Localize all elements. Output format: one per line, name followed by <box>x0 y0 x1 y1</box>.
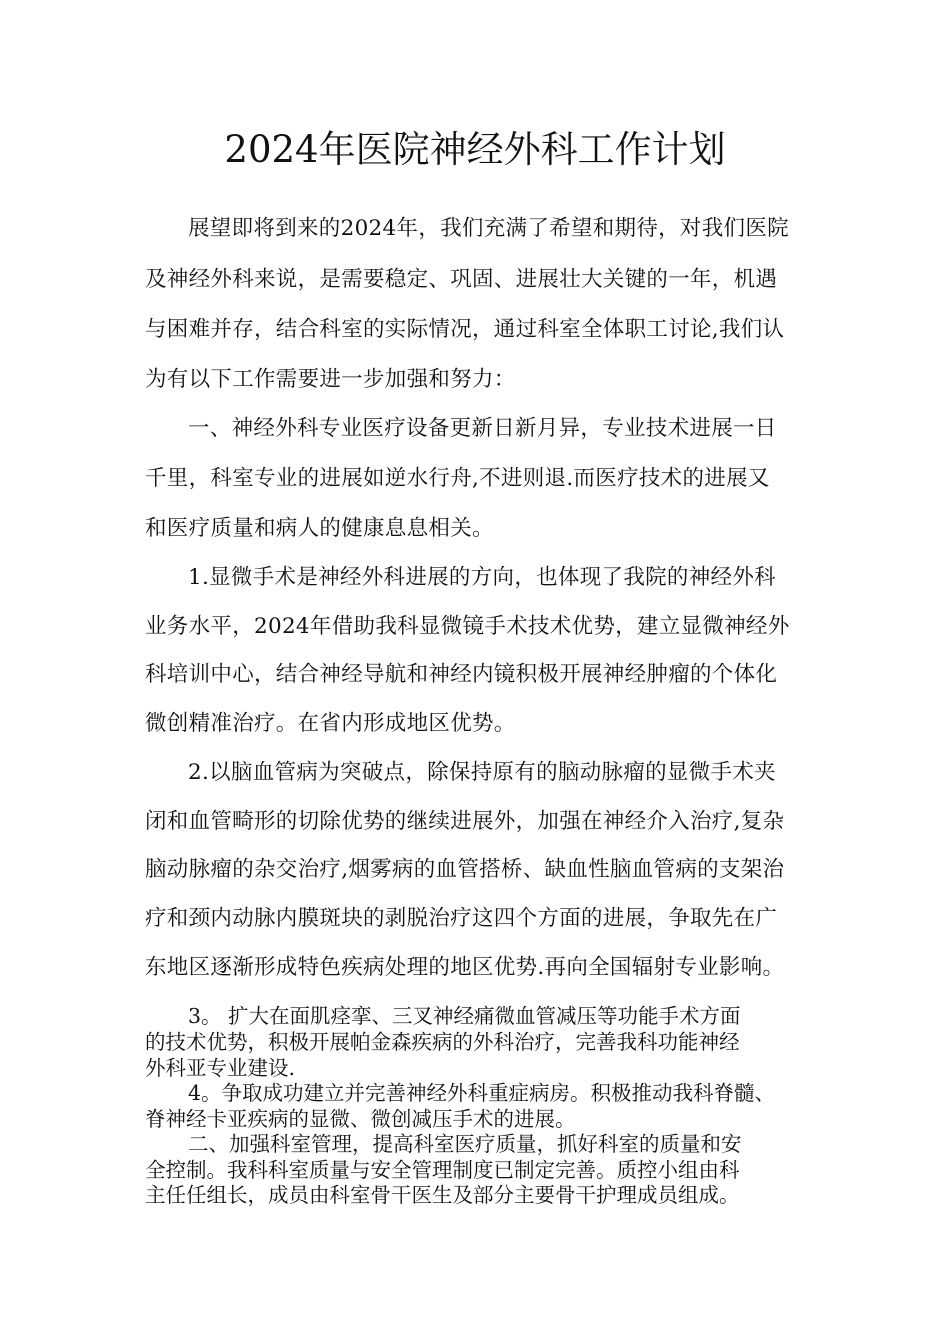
paragraph-line: 脑动脉瘤的杂交治疗,烟雾病的血管搭桥、缺血性脑血管病的支架治 <box>145 857 785 882</box>
paragraph-line: 为有以下工作需要进一步加强和努力： <box>145 367 516 392</box>
paragraph-line: 全控制。我科科室质量与安全管理制度已制定完善。质控小组由科 <box>145 1158 740 1182</box>
paragraph-line: 主任任组长，成员由科室骨干医生及部分主要骨干护理成员组成。 <box>145 1183 740 1207</box>
paragraph-line: 千里，科室专业的进展如逆水行舟,不进则退.而医疗技术的进展又 <box>145 466 770 491</box>
paragraph-line: 外科亚专业建设. <box>145 1056 296 1080</box>
paragraph-line: 及神经外科来说，是需要稳定、巩固、进展壮大关键的一年，机遇 <box>145 267 778 292</box>
paragraph-line: 业务水平，2024年借助我科显微镜手术技术优势，建立显微神经外 <box>145 614 790 639</box>
paragraph-line: 东地区逐渐形成特色疾病处理的地区优势.再向全国辐射专业影响。 <box>145 955 785 980</box>
paragraph-line: 4。争取成功建立并完善神经外科重症病房。积极推动我科脊髓、 <box>188 1081 776 1105</box>
paragraph-line: 1.显微手术是神经外科进展的方向，也体现了我院的神经外科 <box>188 565 776 590</box>
paragraph-line: 微创精准治疗。在省内形成地区优势。 <box>145 711 516 736</box>
paragraph-line: 二、加强科室管理，提高科室医疗质量，抓好科室的质量和安 <box>188 1132 742 1156</box>
paragraph-line: 疗和颈内动脉内膜斑块的剥脱治疗这四个方面的进展，争取先在广 <box>145 906 778 931</box>
paragraph-line: 的技术优势，积极开展帕金森疾病的外科治疗，完善我科功能神经 <box>145 1030 740 1054</box>
paragraph-line: 脊神经卡亚疾病的显微、微创减压手术的进展。 <box>145 1107 576 1131</box>
paragraph-line: 2.以脑血管病为突破点，除保持原有的脑动脉瘤的显微手术夹 <box>188 760 776 785</box>
document-title: 2024年医院神经外科工作计划 <box>224 128 726 171</box>
paragraph-line: 闭和血管畸形的切除优势的继续进展外，加强在神经介入治疗,复杂 <box>145 809 785 834</box>
paragraph-line: 3。 扩大在面肌痉挛、三叉神经痛微血管减压等功能手术方面 <box>188 1004 741 1028</box>
paragraph-line: 与困难并存，结合科室的实际情况，通过科室全体职工讨论,我们认 <box>145 317 785 342</box>
paragraph-line: 展望即将到来的2024年，我们充满了希望和期待，对我们医院 <box>188 216 789 241</box>
paragraph-line: 一、神经外科专业医疗设备更新日新月异，专业技术进展一日 <box>188 416 777 441</box>
paragraph-line: 科培训中心，结合神经导航和神经内镜积极开展神经肿瘤的个体化 <box>145 662 778 687</box>
paragraph-line: 和医疗质量和病人的健康息息相关。 <box>145 516 494 541</box>
